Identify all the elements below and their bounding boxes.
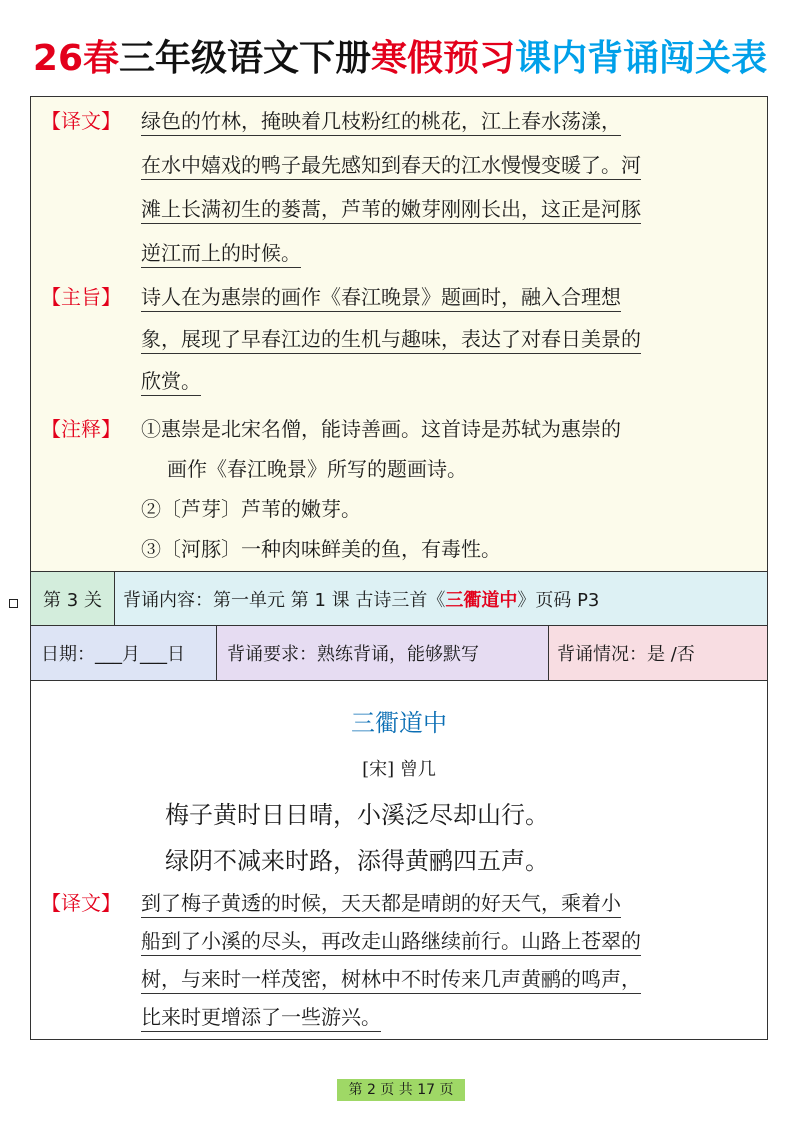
poem-title: 三衢道中	[351, 709, 447, 737]
annotation-tag: 【注释】	[41, 417, 121, 441]
recite-content-suffix: 》页码 P3	[517, 589, 600, 611]
level-label: 第 3 关	[31, 572, 115, 625]
translation-tag: 【译文】	[41, 109, 121, 133]
annotation-line: ③〔河豚〕一种肉味鲜美的鱼，有毒性。	[141, 537, 501, 561]
level-row	[31, 571, 767, 625]
annotation-line: ①惠崇是北宋名僧，能诗善画。这首诗是苏轼为惠崇的	[141, 417, 621, 441]
theme-line: 欣赏。	[141, 369, 201, 396]
recite-requirement: 背诵要求：熟练背诵，能够默写	[217, 626, 549, 680]
poem-translation-section	[41, 887, 761, 1037]
poem-translation-line: 树，与来时一样茂密，树林中不时传来几声黄鹂的鸣声，	[141, 967, 641, 994]
title-year: 26	[32, 38, 84, 79]
recite-content-highlight: 三衢道中	[445, 589, 518, 611]
date-field[interactable]: 日期：___月___日	[31, 626, 217, 680]
annotation-line: ②〔芦芽〕芦苇的嫩芽。	[141, 497, 361, 521]
title-table: 课内背诵闯关表	[515, 38, 768, 79]
recite-content	[115, 572, 767, 625]
recite-content-prefix: 背诵内容：第一单元 第 1 课 古诗三首《	[123, 589, 446, 611]
recitation-sheet	[30, 96, 768, 1040]
poem-line: 绿阴不减来时路，添得黄鹂四五声。	[165, 847, 549, 875]
previous-poem-notes	[31, 97, 767, 571]
recite-status[interactable]: 背诵情况：是 /否	[549, 626, 767, 680]
poem-translation-tag: 【译文】	[41, 891, 121, 915]
theme-section	[41, 281, 761, 401]
poem-translation-line: 比来时更增添了一些游兴。	[141, 1005, 381, 1032]
theme-line: 诗人在为惠崇的画作《春江晚景》题画时，融入合理想	[141, 285, 621, 312]
theme-tag: 【主旨】	[41, 285, 121, 309]
meta-row	[31, 625, 767, 681]
translation-line: 滩上长满初生的蒌蒿，芦苇的嫩芽刚刚长出，这正是河豚	[141, 197, 641, 224]
checkbox[interactable]	[9, 599, 18, 608]
page-title	[0, 34, 800, 84]
title-preview: 寒假预习	[371, 38, 516, 79]
title-grade: 三年级语文下册	[119, 38, 372, 79]
annotation-line: 画作《春江晚景》所写的题画诗。	[167, 457, 467, 481]
poem-translation-line: 到了梅子黄透的时候，天天都是晴朗的好天气，乘着小	[141, 891, 621, 918]
poem-author: [宋] 曾几	[362, 759, 436, 780]
poem-line: 梅子黄时日日晴，小溪泛尽却山行。	[165, 801, 549, 829]
translation-line: 绿色的竹林，掩映着几枝粉红的桃花，江上春水荡漾，	[141, 109, 621, 136]
page-number: 第 2 页 共 17 页	[337, 1079, 465, 1101]
translation-section	[41, 105, 761, 265]
title-season: 春	[83, 38, 120, 79]
translation-line: 在水中嬉戏的鸭子最先感知到春天的江水慢慢变暖了。河	[141, 153, 641, 180]
theme-line: 象，展现了早春江边的生机与趣味，表达了对春日美景的	[141, 327, 641, 354]
current-poem	[31, 681, 767, 1039]
translation-line: 逆江而上的时候。	[141, 241, 301, 268]
annotation-section	[41, 413, 761, 563]
poem-translation-line: 船到了小溪的尽头，再改走山路继续前行。山路上苍翠的	[141, 929, 641, 956]
